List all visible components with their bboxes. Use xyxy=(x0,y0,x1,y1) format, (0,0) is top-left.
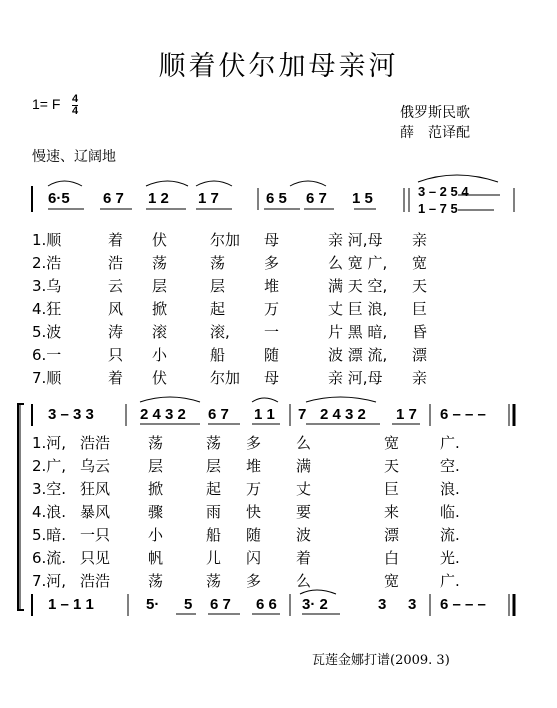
note-group: 5· xyxy=(146,596,160,613)
key-signature: 1= F xyxy=(32,96,61,112)
lyric-syllable: 层 xyxy=(148,457,164,475)
lyric-syllable: 巨 xyxy=(384,480,400,498)
lyric-syllable: 伏 xyxy=(152,231,168,249)
lyric-syllable: 滚 xyxy=(152,323,168,341)
lyric-syllable: 随 xyxy=(264,346,280,364)
lyric-syllable: 起 xyxy=(210,300,226,318)
lyric-syllable: 亲 xyxy=(412,231,428,249)
lyric-syllable: 天 xyxy=(412,277,428,295)
lyric-line xyxy=(0,455,557,477)
lyric-line xyxy=(0,570,557,592)
lyric-syllable: 层 xyxy=(206,457,222,475)
note-group: 3 – 3 3 xyxy=(48,406,94,423)
lyric-syllable: 亲 xyxy=(412,369,428,387)
lyric-syllable: 亲 河,母 xyxy=(328,369,383,387)
page-title: 顺着伏尔加母亲河 xyxy=(158,51,399,82)
lyric-syllable: 滚, xyxy=(210,323,230,341)
lyric-syllable: 暴风 xyxy=(80,503,111,521)
lyric-syllable: 1.河, xyxy=(32,434,67,452)
note-group: 3· 2 xyxy=(302,596,328,613)
lyric-syllable: 漂 xyxy=(412,346,428,364)
lyric-syllable: 亲 河,母 xyxy=(328,231,383,249)
note-group: 1 – 7 5 xyxy=(418,201,458,216)
lyric-syllable: 白 xyxy=(384,549,400,567)
lyric-syllable: 着 xyxy=(108,231,124,249)
lyric-syllable: 万 xyxy=(264,300,280,318)
lyric-syllable: 广. xyxy=(440,572,460,590)
lyric-syllable: 荡 xyxy=(206,572,222,590)
lyric-syllable: 骤 xyxy=(148,503,164,521)
system2-top-notes xyxy=(0,406,557,426)
lyric-syllable: 多 xyxy=(246,434,262,452)
lyric-syllable: 丈 xyxy=(296,480,312,498)
lyric-syllable: 荡 xyxy=(210,254,226,272)
note-group: 5 xyxy=(184,596,193,613)
note-group: 6 6 xyxy=(256,596,277,613)
lyric-syllable: 1.顺 xyxy=(32,231,62,249)
lyric-syllable: 片 黑 暗, xyxy=(328,323,388,341)
note-group: 1 7 xyxy=(396,406,417,423)
note-group: 6 – – – xyxy=(440,596,486,613)
note-group: 1 7 xyxy=(198,190,219,207)
note-group: 3 xyxy=(408,596,417,613)
lyric-line xyxy=(0,478,557,500)
note-group: 6 5 xyxy=(266,190,287,207)
lyric-syllable: 荡 xyxy=(148,572,164,590)
note-group: 6 – – – xyxy=(440,406,486,423)
lyric-syllable: 云 xyxy=(108,277,124,295)
lyric-syllable: 多 xyxy=(246,572,262,590)
note-group: 2 4 3 2 xyxy=(320,406,366,423)
note-group: 3 xyxy=(378,596,387,613)
lyric-syllable: 宽 xyxy=(384,572,400,590)
lyric-syllable: 么 xyxy=(296,572,312,590)
note-group: 6 7 xyxy=(103,190,124,207)
song-arranger: 薛 范译配 xyxy=(400,125,470,141)
lyric-syllable: 么 xyxy=(296,434,312,452)
lyric-syllable: 只 xyxy=(108,346,124,364)
lyric-line xyxy=(0,547,557,569)
lyric-syllable: 4.浪. xyxy=(32,503,67,521)
lyric-line xyxy=(0,229,557,251)
lyric-line xyxy=(0,252,557,274)
lyric-syllable: 掀 xyxy=(152,300,168,318)
lyric-syllable: 随 xyxy=(246,526,262,544)
lyric-syllable: 伏 xyxy=(152,369,168,387)
lyric-syllable: 快 xyxy=(246,503,262,521)
lyric-syllable: 着 xyxy=(108,369,124,387)
lyric-syllable: 层 xyxy=(210,277,226,295)
lyric-syllable: 浪. xyxy=(440,480,460,498)
lyric-syllable: 6.流. xyxy=(32,549,67,567)
lyric-syllable: 雨 xyxy=(206,503,222,521)
lyric-syllable: 么 宽 广, xyxy=(328,254,388,272)
lyric-syllable: 掀 xyxy=(148,480,164,498)
lyric-syllable: 浩浩 xyxy=(80,572,111,590)
lyric-syllable: 要 xyxy=(296,503,312,521)
lyric-line xyxy=(0,367,557,389)
note-group: 7 xyxy=(298,406,307,423)
lyric-syllable: 一 xyxy=(264,323,280,341)
lyric-syllable: 临. xyxy=(440,503,460,521)
lyric-syllable: 闪 xyxy=(246,549,262,567)
note-group: 6·5 xyxy=(48,190,70,207)
note-group: 1 – 1 1 xyxy=(48,596,94,613)
lyric-syllable: 漂 xyxy=(384,526,400,544)
lyric-syllable: 荡 xyxy=(206,434,222,452)
lyric-syllable: 荡 xyxy=(152,254,168,272)
time-signature-numerator: 4 xyxy=(72,93,79,105)
lyric-syllable: 光. xyxy=(440,549,460,567)
tempo-marking: 慢速、辽阔地 xyxy=(32,149,116,165)
lyric-syllable: 风 xyxy=(108,300,124,318)
lyric-line xyxy=(0,275,557,297)
lyric-syllable: 巨 xyxy=(412,300,428,318)
lyric-syllable: 6.一 xyxy=(32,346,62,364)
lyric-line xyxy=(0,524,557,546)
lyric-syllable: 宽 xyxy=(412,254,428,272)
lyric-syllable: 万 xyxy=(246,480,262,498)
lyric-syllable: 帆 xyxy=(148,549,164,567)
lyric-syllable: 涛 xyxy=(108,323,124,341)
note-group: 6 7 xyxy=(306,190,327,207)
lyric-syllable: 小 xyxy=(148,526,164,544)
note-group: 6 7 xyxy=(208,406,229,423)
lyric-syllable: 天 xyxy=(384,457,400,475)
time-signature-denominator: 4 xyxy=(72,105,79,117)
lyric-syllable: 广. xyxy=(440,434,460,452)
song-origin: 俄罗斯民歌 xyxy=(400,105,470,121)
lyric-syllable: 母 xyxy=(264,369,280,387)
lyric-line xyxy=(0,298,557,320)
lyric-syllable: 宽 xyxy=(384,434,400,452)
note-group: 6 7 xyxy=(210,596,231,613)
system2-bottom-notes xyxy=(0,596,557,616)
lyric-syllable: 来 xyxy=(384,503,400,521)
lyric-line xyxy=(0,432,557,454)
lyric-syllable: 4.狂 xyxy=(32,300,62,318)
note-group: 3 – 2 5 4 xyxy=(418,184,469,199)
lyric-syllable: 堆 xyxy=(246,457,262,475)
lyric-syllable: 狂风 xyxy=(80,480,111,498)
note-group: 1 5 xyxy=(352,190,373,207)
lyric-syllable: 5.暗. xyxy=(32,526,67,544)
lyric-syllable: 尔加 xyxy=(210,369,241,387)
lyric-line xyxy=(0,344,557,366)
lyric-syllable: 层 xyxy=(152,277,168,295)
lyric-syllable: 丈 巨 浪, xyxy=(328,300,388,318)
note-group: 1 1 xyxy=(254,406,275,423)
lyric-syllable: 3.空. xyxy=(32,480,67,498)
lyric-syllable: 着 xyxy=(296,549,312,567)
lyric-syllable: 船 xyxy=(210,346,226,364)
lyric-syllable: 母 xyxy=(264,231,280,249)
lyric-syllable: 3.乌 xyxy=(32,277,62,295)
system1-notes xyxy=(0,184,557,216)
lyric-syllable: 2.广, xyxy=(32,457,67,475)
lyric-syllable: 波 xyxy=(296,526,312,544)
lyric-syllable: 船 xyxy=(206,526,222,544)
lyric-syllable: 浩 xyxy=(108,254,124,272)
lyric-syllable: 7.河, xyxy=(32,572,67,590)
lyric-syllable: 小 xyxy=(152,346,168,364)
lyric-syllable: 5.波 xyxy=(32,323,62,341)
lyric-syllable: 流. xyxy=(440,526,460,544)
note-group: 1 2 xyxy=(148,190,169,207)
lyric-syllable: 起 xyxy=(206,480,222,498)
transcriber-credit: 瓦莲金娜打谱(2009. 3) xyxy=(312,653,450,668)
lyric-line xyxy=(0,501,557,523)
lyric-syllable: 满 天 空, xyxy=(328,277,388,295)
lyric-syllable: 儿 xyxy=(206,549,222,567)
lyric-syllable: 一只 xyxy=(80,526,111,544)
note-group: 2 4 3 2 xyxy=(140,406,186,423)
lyric-syllable: 昏 xyxy=(412,323,428,341)
lyric-syllable: 7.顺 xyxy=(32,369,62,387)
lyric-syllable: 尔加 xyxy=(210,231,241,249)
lyric-syllable: 浩浩 xyxy=(80,434,111,452)
lyric-syllable: 多 xyxy=(264,254,280,272)
lyric-syllable: 堆 xyxy=(264,277,280,295)
lyric-syllable: 满 xyxy=(296,457,312,475)
lyric-syllable: 2.浩 xyxy=(32,254,62,272)
lyric-syllable: 乌云 xyxy=(80,457,111,475)
lyric-syllable: 只见 xyxy=(80,549,111,567)
lyric-syllable: 荡 xyxy=(148,434,164,452)
lyric-syllable: 波 漂 流, xyxy=(328,346,388,364)
lyric-line xyxy=(0,321,557,343)
lyric-syllable: 空. xyxy=(440,457,460,475)
